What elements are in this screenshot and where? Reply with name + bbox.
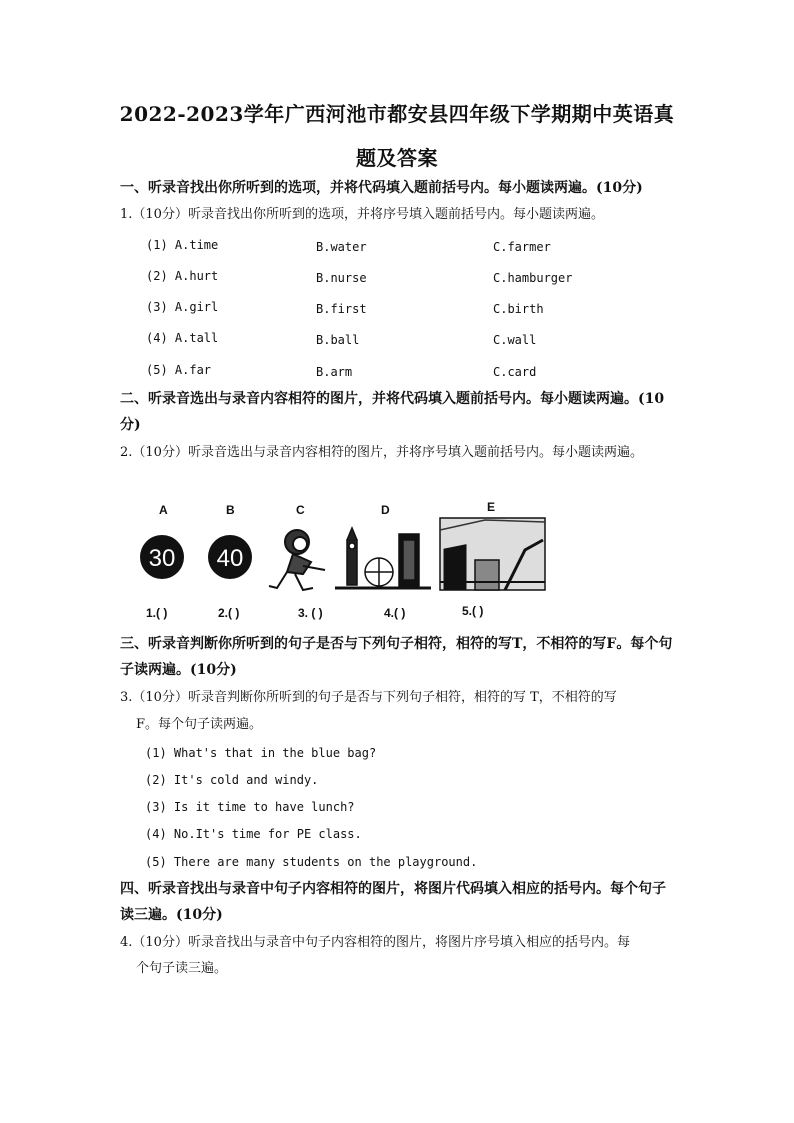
section4-question-line2: 个句子读三遍。 <box>136 961 228 976</box>
s1-row2-b: B.nurse <box>316 271 367 285</box>
s1-row4-b: B.ball <box>316 333 360 347</box>
section1-question: 1.（10分）听录音找出你所听到的选项，并将序号填入题前括号内。每小题读两遍。 <box>120 207 604 222</box>
s1-row3-c: C.birth <box>493 302 544 316</box>
picture-a-number: 30 <box>148 545 176 572</box>
picture-d-city-landmarks <box>335 528 431 588</box>
picture-b-letter: B <box>226 503 235 517</box>
picture-d-blank[interactable]: 4.( ) <box>384 606 406 620</box>
picture-b-speed-sign <box>208 535 252 579</box>
s1-row4-c: C.wall <box>493 333 537 347</box>
section4-heading-line1: 四、听录音找出与录音中句子内容相符的图片，将图片代码填入相应的括号内。每个句子 <box>120 881 666 897</box>
s1-row1-a: (1) A.time <box>146 238 219 252</box>
picture-c-letter: C <box>296 503 305 517</box>
document-title-line1: 2022-2023学年广西河池市都安县四年级下学期期中英语真 <box>119 102 675 126</box>
section2-heading-line2: 分) <box>120 417 141 433</box>
section1-heading: 一、听录音找出你所听到的选项，并将代码填入题前括号内。每小题读两遍。(10分) <box>120 180 643 196</box>
s1-row5-b: B.arm <box>316 365 353 379</box>
picture-e-blank[interactable]: 5.( ) <box>462 604 484 618</box>
s1-row1-c: C.farmer <box>493 240 551 254</box>
picture-a-blank[interactable]: 1.( ) <box>146 606 168 620</box>
section3-heading-line1: 三、听录音判断你所听到的句子是否与下列句子相符，相符的写T，不相符的写F。每个句 <box>120 636 673 652</box>
s3-sentence-2: (2) It's cold and windy. <box>145 773 319 787</box>
pictures-strip <box>135 510 555 600</box>
document-title-line2: 题及答案 <box>356 146 438 170</box>
picture-e-street-scene <box>440 518 545 590</box>
s1-row5-c: C.card <box>493 365 537 379</box>
picture-b-blank[interactable]: 2.( ) <box>218 606 240 620</box>
s3-sentence-1: (1) What's that in the blue bag? <box>145 746 377 760</box>
s1-row3-b: B.first <box>316 302 367 316</box>
section2-question: 2.（10分）听录音选出与录音内容相符的图片，并将序号填入题前括号内。每小题读两遍。 <box>120 445 643 460</box>
s3-sentence-5: (5) There are many students on the playground. <box>145 855 478 869</box>
s1-row4-a: (4) A.tall <box>146 331 219 345</box>
s3-sentence-3: (3) Is it time to have lunch? <box>145 800 355 814</box>
section4-heading-line2: 读三遍。(10分) <box>120 907 223 923</box>
picture-d-letter: D <box>381 503 390 517</box>
s1-row2-c: C.hamburger <box>493 271 573 285</box>
s1-row5-a: (5) A.far <box>146 363 212 377</box>
picture-c-running-boy <box>269 530 325 590</box>
s3-sentence-4: (4) No.It's time for PE class. <box>145 827 362 841</box>
picture-a-letter: A <box>159 503 168 517</box>
section3-question-line2: F。每个句子读两遍。 <box>136 717 263 732</box>
section3-heading-line2: 子读两遍。(10分) <box>120 662 237 678</box>
section4-question-line1: 4.（10分）听录音找出与录音中句子内容相符的图片，将图片序号填入相应的括号内。每 <box>120 935 630 950</box>
picture-c-blank[interactable]: 3. ( ) <box>298 606 323 620</box>
s1-row1-b: B.water <box>316 240 367 254</box>
picture-a-speed-sign <box>140 535 184 579</box>
picture-e-letter: E <box>487 500 496 514</box>
section3-question-line1: 3.（10分）听录音判断你所听到的句子是否与下列句子相符，相符的写 T，不相符的写 <box>120 690 617 705</box>
section2-heading-line1: 二、听录音选出与录音内容相符的图片，并将代码填入题前括号内。每小题读两遍。(10 <box>120 391 665 407</box>
picture-b-number: 40 <box>216 545 244 572</box>
s1-row2-a: (2) A.hurt <box>146 269 219 283</box>
s1-row3-a: (3) A.girl <box>146 300 219 314</box>
